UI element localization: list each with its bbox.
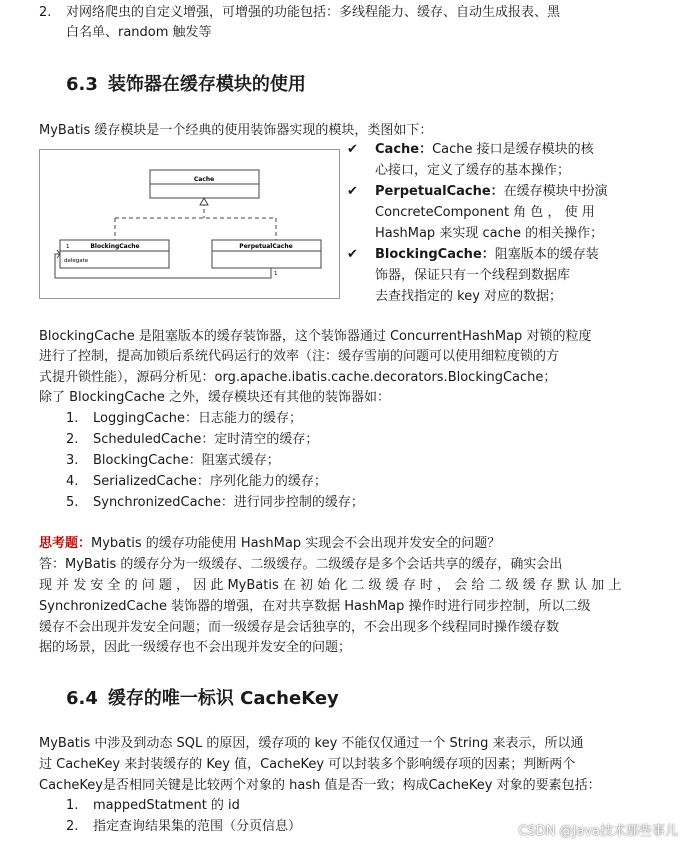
list-number: 1. (66, 411, 79, 426)
intro-text: MyBatis 缓存模块是一个经典的使用装饰器实现的模块，类图如下： (39, 123, 433, 138)
list-text-line: 白名单、random 触发等 (66, 25, 212, 40)
list-number: 2. (66, 432, 79, 447)
blocking-cache-class-name: BlockingCache (90, 243, 140, 250)
list-item: ScheduledCache：定时清空的缓存； (93, 432, 319, 447)
check-item-line: PerpetualCache：在缓存模块中扮演 (375, 184, 608, 199)
check-item-line: BlockingCache：阻塞版本的缓存装 (375, 247, 599, 262)
paragraph-line: 进行了控制，提高加锁后系统代码运行的效率（注：缓存雪崩的问题可以使用细粒度锁的方 (39, 349, 560, 364)
list-item: SynchronizedCache：进行同步控制的缓存； (93, 495, 364, 510)
check-item-line: 去查找指定的 key 对应的数据； (375, 289, 563, 304)
check-icon: ✔ (347, 184, 358, 199)
multiplicity-left: 1 (66, 244, 70, 250)
section-title: 装饰器在缓存模块的使用 (107, 74, 306, 95)
paragraph-line: 除了 BlockingCache 之外，缓存模块还有其他的装饰器如： (39, 390, 390, 405)
list-item: SerializedCache：序列化能力的缓存； (93, 474, 327, 489)
list-item: LoggingCache：日志能力的缓存； (93, 411, 303, 426)
class-diagram-svg (40, 150, 339, 298)
paragraph-line: SynchronizedCache 装饰器的增强，在对共享数据 HashMap 操作时进行同步控制，所以二级 (39, 599, 591, 614)
paragraph-line: 缓存不会出现并发安全问题；而一级缓存是会话独享的，不会出现多个线程同时操作缓存数 (39, 620, 560, 635)
perpetual-cache-class-name: PerpetualCache (239, 243, 293, 250)
paragraph-line: 答：MyBatis 的缓存分为一级缓存、二级缓存。二级缓存是多个会话共享的缓存，确实会出 (39, 557, 563, 572)
check-icon: ✔ (347, 142, 358, 157)
check-item-line: Cache：Cache 接口是缓存模块的核 (375, 142, 594, 157)
section-number: 6.3 (66, 74, 98, 95)
list-item: BlockingCache：阻塞式缓存； (93, 453, 280, 468)
check-term: Cache： (375, 142, 433, 157)
question-label: 思考题： (39, 536, 92, 551)
check-term: PerpetualCache： (375, 184, 504, 199)
list-number: 2. (66, 819, 79, 834)
paragraph-line: 现 并 发 安 全 的 问 题 ， 因 此 MyBatis 在 初 始 化 二 级 缓 存 时 ， 会 给 二 级 缓 存 默 认 加 上 (39, 578, 622, 593)
list-item: mappedStatment 的 id (93, 798, 240, 813)
blocking-cache-field: delegate (64, 258, 89, 264)
perpetual-cache-class-box (212, 240, 321, 268)
question-line (39, 534, 500, 554)
section-title: 缓存的唯一标识 CacheKey (107, 688, 339, 709)
list-number: 3. (66, 453, 79, 468)
section-heading (66, 684, 339, 710)
realization-arrows (115, 198, 276, 240)
list-number: 5. (66, 495, 79, 510)
check-item-line: HashMap 来实现 cache 的相关操作； (375, 226, 604, 241)
check-item-line: 饰器，保证只有一个线程到数据库 (375, 268, 571, 283)
multiplicity-right: 1 (274, 271, 278, 277)
section-number: 6.4 (66, 688, 98, 709)
paragraph-line: 式提升锁性能），源码分析见：org.apache.ibatis.cache.decorators.BlockingCache； (39, 370, 557, 385)
list-item: 指定查询结果集的范围（分页信息） (93, 819, 302, 834)
section-heading (66, 70, 306, 96)
paragraph-line: MyBatis 中涉及到动态 SQL 的原因，缓存项的 key 不能仅仅通过一个 String 来表示，所以通 (39, 736, 584, 751)
list-number: 4. (66, 474, 79, 489)
check-term: BlockingCache： (375, 247, 495, 262)
paragraph-line: 过 CacheKey 来封装缓存的 Key 值，CacheKey 可以封装多个影响缓存项的因素；判断两个 (39, 757, 576, 772)
check-item-line: 心接口，定义了缓存的基本操作； (375, 163, 571, 178)
check-item-line: ConcreteComponent 角 色 ， 使 用 (375, 205, 595, 220)
question-text: Mybatis 的缓存功能使用 HashMap 实现会不会出现并发安全的问题？ (91, 536, 501, 551)
paragraph-line: BlockingCache 是阻塞版本的缓存装饰器，这个装饰器通过 ConcurrentHashMap 对锁的粒度 (39, 329, 592, 344)
class-diagram (39, 149, 340, 299)
list-number: 2. (39, 5, 52, 20)
list-text-line: 对网络爬虫的自定义增强，可增强的功能包括：多线程能力、缓存、自动生成报表、黑 (66, 5, 561, 20)
csdn-watermark: CSDN @Java技术那些事儿 (518, 824, 678, 839)
list-number: 1. (66, 798, 79, 813)
check-icon: ✔ (347, 247, 358, 262)
cache-class-box (150, 170, 259, 198)
blocking-cache-class-box (60, 240, 169, 268)
cache-class-name: Cache (193, 176, 215, 183)
paragraph-line: CacheKey是否相同关键是比较两个对象的 hash 值是否一致；构成CacheKey 对象的要素包括： (39, 778, 601, 793)
paragraph-line: 据的场景，因此一级缓存也不会出现并发安全的问题； (39, 640, 352, 655)
